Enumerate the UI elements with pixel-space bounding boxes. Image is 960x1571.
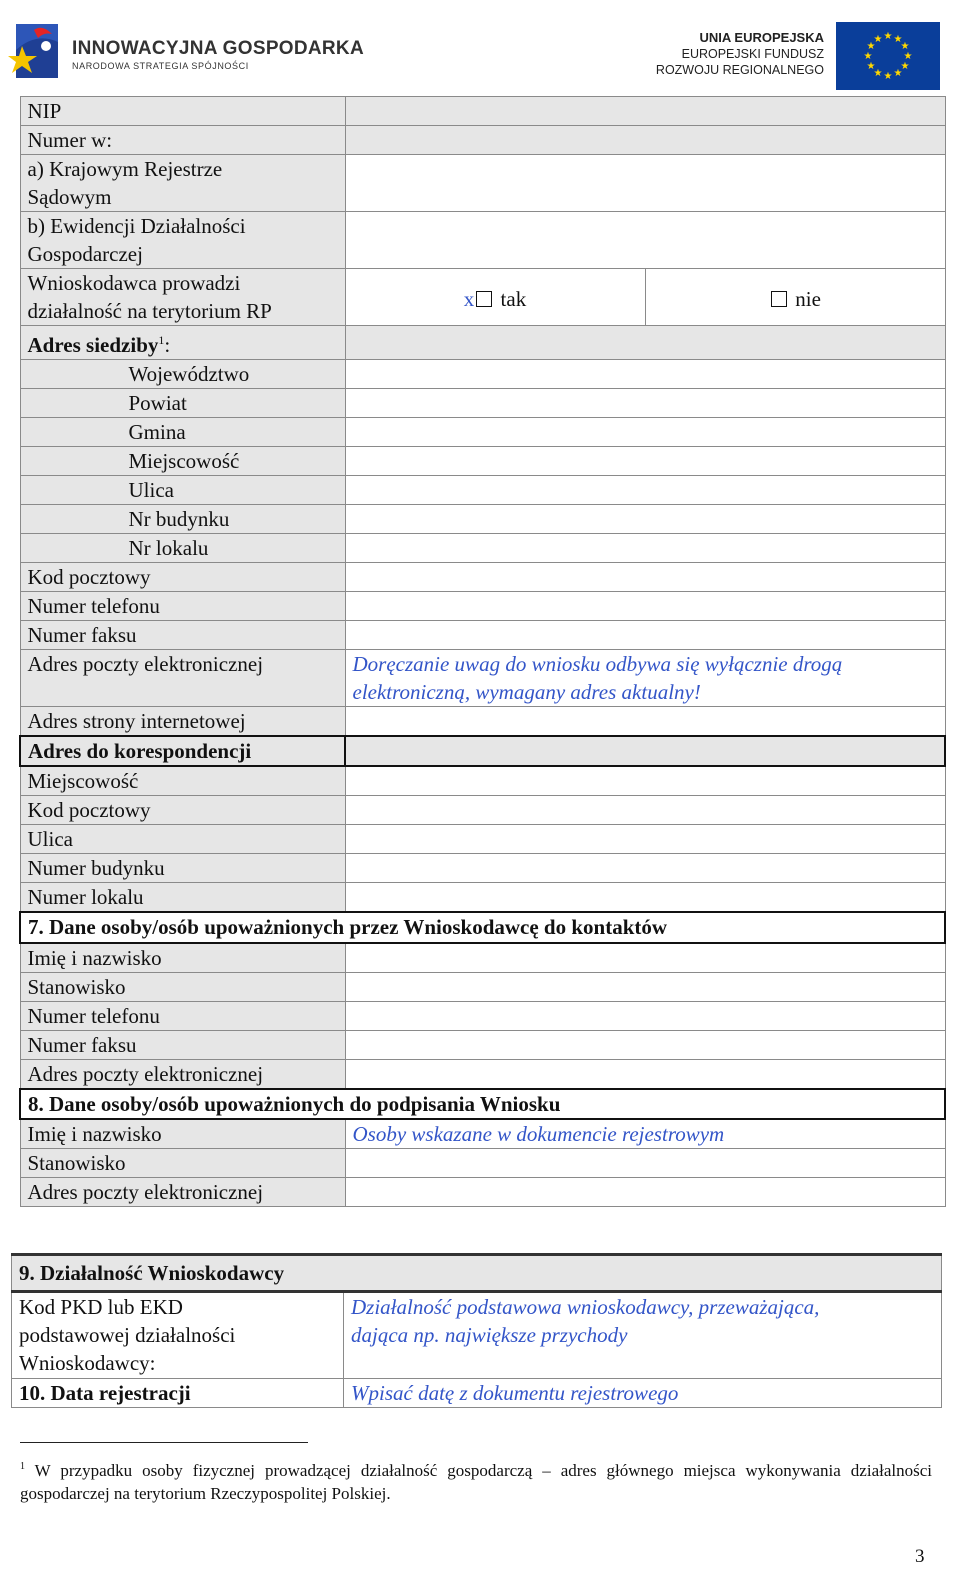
dzialalnosc-rp-label [20, 269, 345, 326]
section-7-heading: 7. Dane osoby/osób upoważnionych przez Wnioskodawcę do kontaktów [20, 912, 945, 943]
table-row [12, 1292, 942, 1379]
table-row [20, 326, 945, 360]
footnote-ref: 1 [158, 333, 165, 347]
table-row [20, 883, 945, 913]
section-8-heading: 8. Dane osoby/osób upoważnionych do podpisania Wniosku [20, 1089, 945, 1119]
svg-text:★: ★ [883, 31, 893, 42]
s8-imie-field[interactable] [345, 1119, 945, 1149]
logo-subtitle: NARODOWA STRATEGIA SPÓJNOŚCI [72, 61, 249, 71]
adres-siedziby-header-cell [345, 326, 945, 360]
pkd-field[interactable] [344, 1292, 942, 1379]
eu-logo-line3: ROZWOJU REGIONALNEGO [655, 63, 824, 77]
gmina-field[interactable] [345, 418, 945, 447]
tak-checkbox-icon[interactable] [476, 291, 492, 307]
table-row [20, 126, 945, 155]
svg-text:★: ★ [900, 41, 910, 52]
table-row [20, 621, 945, 650]
table-row [20, 943, 945, 973]
table-row [20, 534, 945, 563]
s8-stanowisko-field[interactable] [345, 1149, 945, 1178]
pkd-label-line1: Kod PKD lub EKD [19, 1295, 183, 1319]
innowacyjna-gospodarka-mark-icon [8, 20, 64, 82]
nr-budynku-field[interactable] [345, 505, 945, 534]
s8-stanowisko-label: Stanowisko [20, 1149, 345, 1178]
krs-field[interactable] [345, 155, 945, 212]
k-budynek-field[interactable] [345, 854, 945, 883]
dzialalnosc-rp-label-line2: działalność na terytorium RP [27, 299, 272, 323]
footnote [20, 1455, 932, 1505]
s7-telefon-label: Numer telefonu [20, 1002, 345, 1031]
table-row [20, 447, 945, 476]
ulica-label: Ulica [20, 476, 345, 505]
data-rejestracji-field[interactable] [344, 1379, 942, 1408]
s8-email-field[interactable] [345, 1178, 945, 1207]
eu-logo-line2: EUROPEJSKI FUNDUSZ [681, 47, 824, 61]
table-row [20, 912, 945, 943]
table-row [20, 650, 945, 707]
ewidencja-label [20, 212, 345, 269]
table-row [20, 1149, 945, 1178]
table-row [20, 212, 945, 269]
table-row [20, 389, 945, 418]
k-ulica-label: Ulica [20, 825, 345, 854]
nie-checkbox-icon[interactable] [771, 291, 787, 307]
data-rejestracji-note: Wpisać datę z dokumentu rejestrowego [351, 1381, 679, 1405]
footnote-number: 1 [20, 1461, 25, 1472]
adres-siedziby-colon: : [164, 333, 171, 357]
pkd-label-line2: podstawowej działalności [19, 1323, 236, 1347]
krs-label-line1: a) Krajowym Rejestrze [27, 157, 223, 181]
k-ulica-field[interactable] [345, 825, 945, 854]
ulica-field[interactable] [345, 476, 945, 505]
table-row [20, 476, 945, 505]
table-row [20, 97, 945, 126]
numer-faksu-field[interactable] [345, 621, 945, 650]
email-note-line2: elektroniczną, wymagany adres aktualny! [352, 680, 701, 704]
nr-lokalu-field[interactable] [345, 534, 945, 563]
dzialalnosc-rp-label-line1: Wnioskodawca prowadzi [27, 271, 241, 295]
svg-text:★: ★ [903, 51, 913, 62]
k-budynek-label: Numer budynku [20, 854, 345, 883]
pkd-note-line1: Działalność podstawowa wnioskodawcy, przeważająca, [351, 1295, 820, 1319]
nip-label: NIP [20, 97, 345, 126]
ewidencja-field[interactable] [345, 212, 945, 269]
kod-pocztowy-label: Kod pocztowy [20, 563, 345, 592]
ewidencja-label-line2: Gospodarczej [27, 242, 143, 266]
eu-logo-line1: UNIA EUROPEJSKA [699, 30, 824, 45]
numer-telefonu-field[interactable] [345, 592, 945, 621]
eu-logo-text [656, 30, 824, 78]
svg-text:★: ★ [866, 41, 876, 52]
svg-text:★: ★ [866, 61, 876, 72]
www-label: Adres strony internetowej [20, 707, 345, 737]
krs-label-line2: Sądowym [27, 185, 112, 209]
page-number: 3 [915, 1546, 925, 1567]
table-row [20, 854, 945, 883]
s7-email-label: Adres poczty elektronicznej [20, 1060, 345, 1090]
table-row [20, 418, 945, 447]
nie-option[interactable] [645, 269, 945, 326]
s7-imie-label: Imię i nazwisko [20, 943, 345, 973]
table-row [20, 1031, 945, 1060]
svg-text:★: ★ [873, 34, 883, 45]
table-row [20, 269, 945, 326]
activity-table [11, 1253, 942, 1408]
wojewodztwo-label: Województwo [20, 360, 345, 389]
tak-label: tak [500, 287, 527, 311]
www-field[interactable] [345, 707, 945, 737]
adres-siedziby-text: Adres siedziby [27, 333, 159, 357]
k-kod-field[interactable] [345, 796, 945, 825]
applicant-data-table [19, 96, 946, 1207]
s7-imie-field[interactable] [345, 943, 945, 973]
table-row [20, 766, 945, 796]
section-9-heading: 9. Działalność Wnioskodawcy [12, 1255, 942, 1292]
logo-title: INNOWACYJNA GOSPODARKA [72, 38, 364, 59]
svg-text:★: ★ [873, 68, 883, 79]
data-rejestracji-label: 10. Data rejestracji [12, 1379, 344, 1408]
table-row [20, 973, 945, 1002]
table-row [20, 736, 945, 766]
s8-email-label: Adres poczty elektronicznej [20, 1178, 345, 1207]
table-row [20, 1089, 945, 1119]
tak-x-mark: x [463, 287, 475, 311]
table-row [20, 707, 945, 737]
eu-flag-icon [836, 22, 940, 90]
table-row [20, 360, 945, 389]
table-row [20, 1002, 945, 1031]
table-row [20, 825, 945, 854]
table-row [12, 1255, 942, 1292]
page-header [0, 0, 960, 96]
korespondencja-heading: Adres do korespondencji [20, 736, 345, 766]
numer-w-field [345, 126, 945, 155]
pkd-label [12, 1292, 344, 1379]
pkd-note-line2: dająca np. największe przychody [351, 1323, 628, 1347]
eu-logo [650, 22, 942, 92]
table-row [20, 505, 945, 534]
wojewodztwo-field[interactable] [345, 360, 945, 389]
korespondencja-header-cell [345, 736, 945, 766]
table-row [20, 563, 945, 592]
nr-lokalu-label: Nr lokalu [20, 534, 345, 563]
innowacyjna-gospodarka-logo [8, 18, 368, 88]
table-row [20, 1178, 945, 1207]
k-miejscowosc-field[interactable] [345, 766, 945, 796]
table-row [12, 1379, 942, 1408]
k-lokal-label: Numer lokalu [20, 883, 345, 913]
table-row [20, 796, 945, 825]
powiat-field[interactable] [345, 389, 945, 418]
footnote-separator [20, 1442, 308, 1443]
s8-imie-note: Osoby wskazane w dokumencie rejestrowym [352, 1122, 725, 1146]
s7-faks-field[interactable] [345, 1031, 945, 1060]
k-lokal-field[interactable] [345, 883, 945, 913]
adres-siedziby-label [20, 326, 345, 360]
svg-text:★: ★ [863, 51, 873, 62]
table-row [20, 155, 945, 212]
s7-faks-label: Numer faksu [20, 1031, 345, 1060]
gmina-label: Gmina [20, 418, 345, 447]
svg-text:★: ★ [893, 68, 903, 79]
email-label: Adres poczty elektronicznej [20, 650, 345, 707]
s8-imie-label: Imię i nazwisko [20, 1119, 345, 1149]
kod-pocztowy-field[interactable] [345, 563, 945, 592]
svg-text:★: ★ [900, 61, 910, 72]
k-miejscowosc-label: Miejscowość [20, 766, 345, 796]
table-row [20, 1119, 945, 1149]
footnote-text: W przypadku osoby fizycznej prowadzącej działalność gospodarczą – adres głównego miejsca wykonywania działalności gospodarczej na terytorium Rzeczypospolitej Polskiej. [20, 1461, 932, 1503]
email-field[interactable] [345, 650, 945, 707]
tak-option[interactable] [345, 269, 645, 326]
s7-email-field[interactable] [345, 1060, 945, 1090]
numer-w-label: Numer w: [20, 126, 345, 155]
ewidencja-label-line1: b) Ewidencji Działalności [27, 214, 246, 238]
pkd-label-line3: Wnioskodawcy: [19, 1351, 156, 1375]
s7-stanowisko-field[interactable] [345, 973, 945, 1002]
svg-text:★: ★ [883, 71, 893, 82]
miejscowosc-label: Miejscowość [20, 447, 345, 476]
table-row [20, 592, 945, 621]
numer-telefonu-label: Numer telefonu [20, 592, 345, 621]
nie-label: nie [795, 287, 821, 311]
numer-faksu-label: Numer faksu [20, 621, 345, 650]
svg-text:★: ★ [893, 34, 903, 45]
email-note-line1: Doręczanie uwag do wniosku odbywa się wyłącznie drogą [352, 652, 843, 676]
table-row [20, 1060, 945, 1090]
s7-telefon-field[interactable] [345, 1002, 945, 1031]
s7-stanowisko-label: Stanowisko [20, 973, 345, 1002]
nip-field[interactable] [345, 97, 945, 126]
k-kod-label: Kod pocztowy [20, 796, 345, 825]
powiat-label: Powiat [20, 389, 345, 418]
nr-budynku-label: Nr budynku [20, 505, 345, 534]
miejscowosc-field[interactable] [345, 447, 945, 476]
krs-label [20, 155, 345, 212]
